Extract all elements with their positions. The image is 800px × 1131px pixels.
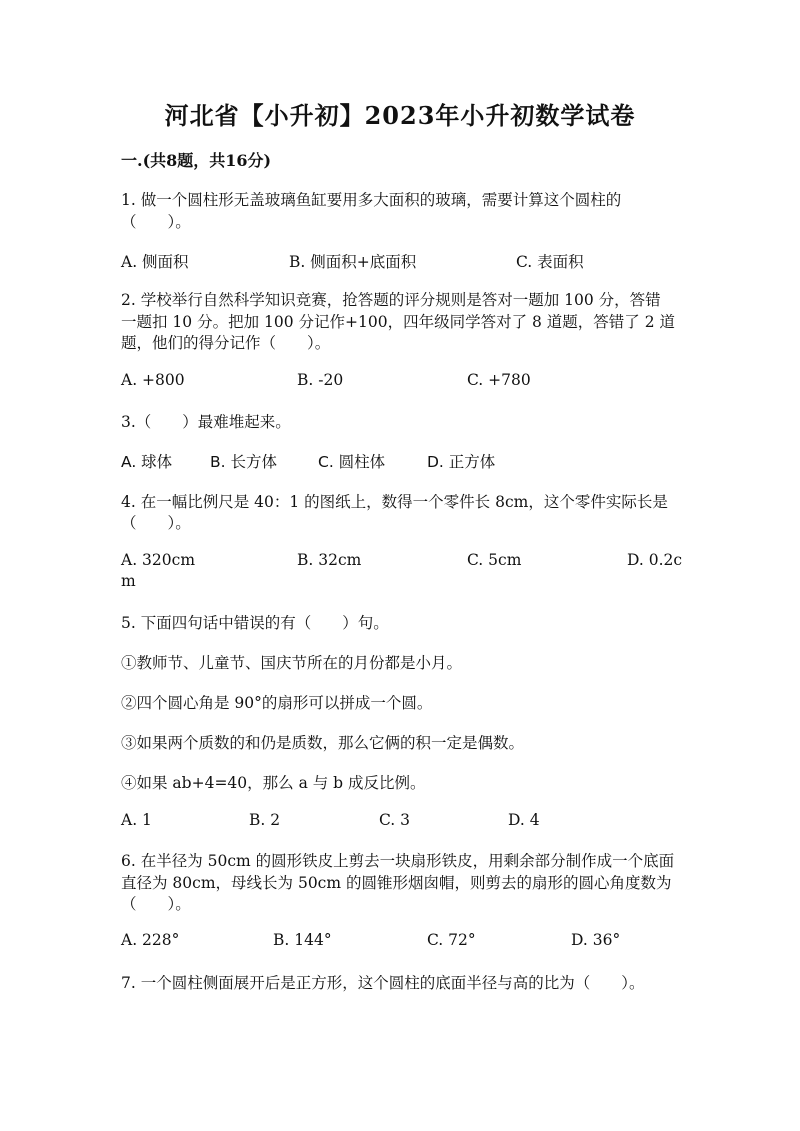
question-3-option-b: B. 长方体 xyxy=(210,453,277,471)
question-4-option-a: A. 320cm xyxy=(121,551,196,569)
question-5-statement-1: ①教师节、儿童节、国庆节所在的月份都是小月。 xyxy=(121,654,463,672)
question-6-option-c: C. 72° xyxy=(427,931,476,949)
question-2-line-1: 2. 学校举行自然科学知识竞赛，抢答题的评分规则是答对一题加 100 分，答错 xyxy=(121,291,661,309)
page-title: 河北省【小升初】2023年小升初数学试卷 xyxy=(164,101,636,130)
question-5-option-c: C. 3 xyxy=(379,811,411,829)
question-2-option-c: C. +780 xyxy=(467,371,531,389)
question-5-statement-2: ②四个圆心角是 90°的扇形可以拼成一个圆。 xyxy=(121,694,433,712)
question-2-line-3: 题，他们的得分记作（ ）。 xyxy=(121,334,331,352)
question-6-option-a: A. 228° xyxy=(121,931,180,949)
question-5-option-b: B. 2 xyxy=(249,811,281,829)
question-7-line-1: 7. 一个圆柱侧面展开后是正方形，这个圆柱的底面半径与高的比为（ ）。 xyxy=(121,974,645,992)
question-5-statement-4: ④如果 ab+4=40，那么 a 与 b 成反比例。 xyxy=(121,774,426,792)
question-1-option-a: A. 侧面积 xyxy=(121,253,189,271)
question-1-line-1: 1. 做一个圆柱形无盖玻璃鱼缸要用多大面积的玻璃，需要计算这个圆柱的 xyxy=(121,191,622,209)
question-1-line-2: （ ）。 xyxy=(121,213,191,231)
question-3-option-d: D. 正方体 xyxy=(427,453,496,471)
question-4-option-d-wrap: m xyxy=(121,572,136,590)
question-4-line-1: 4. 在一幅比例尺是 40：1 的图纸上，数得一个零件长 8cm，这个零件实际长是 xyxy=(121,493,668,511)
question-2-option-b: B. -20 xyxy=(297,371,344,389)
question-6-line-2: 直径为 80cm，母线长为 50cm 的圆锥形烟囱帽，则剪去的扇形的圆心角度数为 xyxy=(121,874,672,892)
question-4-line-2: （ ）。 xyxy=(121,514,191,532)
question-4-option-b: B. 32cm xyxy=(297,551,362,569)
question-6-option-b: B. 144° xyxy=(273,931,332,949)
question-6-line-3: （ ）。 xyxy=(121,895,191,913)
section-heading: 一.(共8题，共16分) xyxy=(121,151,272,170)
question-3-option-c: C. 圆柱体 xyxy=(318,453,386,471)
question-4-option-c: C. 5cm xyxy=(467,551,522,569)
question-5-statement-3: ③如果两个质数的和仍是质数，那么它俩的积一定是偶数。 xyxy=(121,734,525,752)
question-6-line-1: 6. 在半径为 50cm 的圆形铁皮上剪去一块扇形铁皮，用剩余部分制作成一个底面 xyxy=(121,852,675,870)
question-5-option-a: A. 1 xyxy=(121,811,152,829)
question-3-option-a: A. 球体 xyxy=(121,453,173,471)
question-1-option-c: C. 表面积 xyxy=(516,253,584,271)
question-5-option-d: D. 4 xyxy=(508,811,540,829)
question-4-option-d: D. 0.2c xyxy=(627,551,683,569)
question-1-option-b: B. 侧面积+底面积 xyxy=(289,253,417,271)
question-6-option-d: D. 36° xyxy=(571,931,621,949)
question-5-line-1: 5. 下面四句话中错误的有（ ）句。 xyxy=(121,614,389,632)
question-2-option-a: A. +800 xyxy=(121,371,185,389)
question-3-line-1: 3.（ ）最难堆起来。 xyxy=(121,413,291,431)
question-2-line-2: 一题扣 10 分。把加 100 分记作+100，四年级同学答对了 8 道题，答错了 2 道 xyxy=(121,313,676,331)
